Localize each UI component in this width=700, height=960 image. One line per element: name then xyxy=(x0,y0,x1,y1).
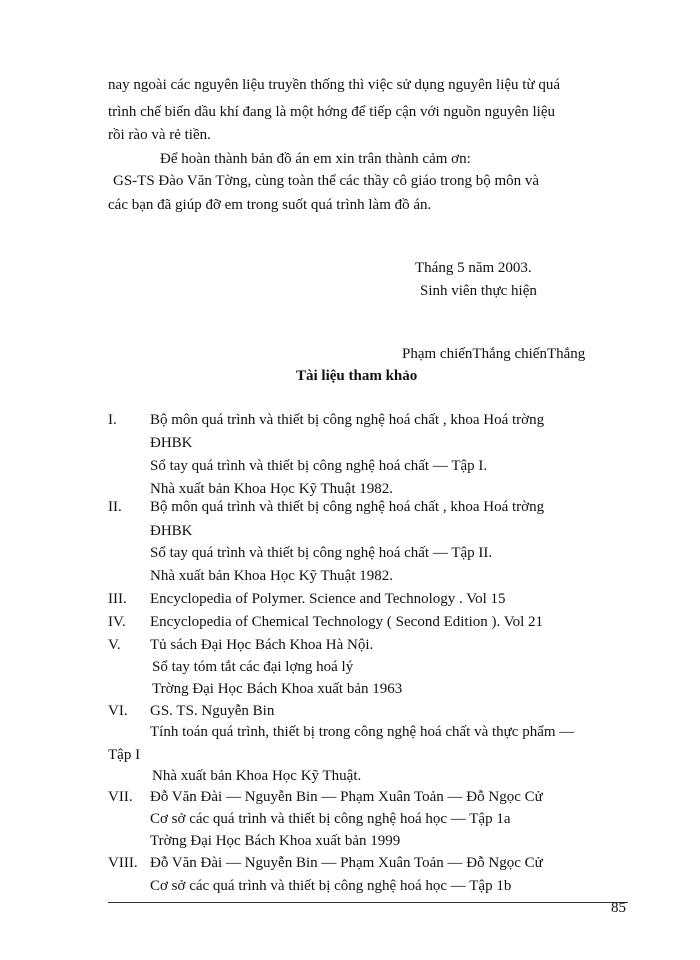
reference-text: Encyclopedia of Polymer. Science and Technology . Vol 15 xyxy=(150,591,506,607)
reference-number: V. xyxy=(108,637,121,653)
reference-number: I. xyxy=(108,412,117,428)
reference-text: ĐHBK xyxy=(150,435,193,451)
reference-number: Tập I xyxy=(108,747,141,763)
reference-text: Bộ môn quá trình và thiết bị công nghệ hoá chất , khoa Hoá trờng xyxy=(150,499,545,515)
reference-text: Nhà xuất bản Khoa Học Kỹ Thuật 1982. xyxy=(150,568,394,584)
reference-number: VIII. xyxy=(108,855,138,871)
reference-number: II. xyxy=(108,499,122,515)
signature-role: Sinh viên thực hiện xyxy=(420,283,537,299)
reference-text: Trờng Đại Học Bách Khoa xuất bản 1999 xyxy=(150,833,401,849)
reference-text: Đỗ Văn Đài — Nguyễn Bin — Phạm Xuân Toản — Đỗ Ngọc Cử xyxy=(150,855,543,871)
reference-text: Tính toán quá trình, thiết bị trong công nghệ hoá chất và thực phẩm — xyxy=(150,724,575,740)
reference-text: Sổ tay tóm tắt các đại lợng hoá lý xyxy=(152,659,354,675)
reference-text: GS. TS. Nguyễn Bin xyxy=(150,703,275,719)
reference-text: Sổ tay quá trình và thiết bị công nghệ hoá chất — Tập II. xyxy=(150,545,493,561)
thanks-line: GS-TS Đào Văn Tờng, cùng toàn thể các thầy cô giáo trong bộ môn và xyxy=(113,173,540,189)
intro-line: nay ngoài các nguyên liệu truyền thống thì việc sử dụng nguyên liệu từ quá xyxy=(108,77,560,93)
footer-rule xyxy=(108,902,628,903)
reference-text: ĐHBK xyxy=(150,523,193,539)
reference-text: Encyclopedia of Chemical Technology ( Second Edition ). Vol 21 xyxy=(150,614,544,630)
references-title: Tài liệu tham khảo xyxy=(296,368,418,384)
signature-date: Tháng 5 năm 2003. xyxy=(415,260,532,276)
reference-number: VI. xyxy=(108,703,128,719)
reference-number: III. xyxy=(108,591,127,607)
intro-line: trình chế biến dầu khí đang là một hớng để tiếp cận với nguồn nguyên liệu xyxy=(108,104,556,120)
page-number: 85 xyxy=(611,900,626,916)
reference-number: VII. xyxy=(108,789,133,805)
thanks-line: các bạn đã giúp đỡ em trong suốt quá trình làm đồ án. xyxy=(108,197,432,213)
reference-text: Tủ sách Đại Học Bách Khoa Hà Nội. xyxy=(150,637,374,653)
reference-text: Cơ sở các quá trình và thiết bị công nghệ hoá học — Tập 1b xyxy=(150,878,512,894)
reference-number: IV. xyxy=(108,614,126,630)
reference-text: Đỗ Văn Đài — Nguyễn Bin — Phạm Xuân Toản — Đỗ Ngọc Cử xyxy=(150,789,543,805)
intro-line: rồi rào và rẻ tiền. xyxy=(108,127,211,143)
thanks-line: Để hoàn thành bản đồ án em xin trân thành cảm ơn: xyxy=(160,151,471,167)
reference-text: Cơ sở các quá trình và thiết bị công nghệ hoá học — Tập 1a xyxy=(150,811,511,827)
reference-text: Sổ tay quá trình và thiết bị công nghệ hoá chất — Tập I. xyxy=(150,458,488,474)
reference-text: Bộ môn quá trình và thiết bị công nghệ hoá chất , khoa Hoá trờng xyxy=(150,412,545,428)
reference-text: Trờng Đại Học Bách Khoa xuất bản 1963 xyxy=(152,681,403,697)
signature-name: Phạm chiếnThắng chiếnThắng xyxy=(402,346,586,362)
reference-text: Nhà xuất bản Khoa Học Kỹ Thuật 1982. xyxy=(150,481,394,497)
reference-text: Nhà xuất bản Khoa Học Kỹ Thuật. xyxy=(152,768,362,784)
